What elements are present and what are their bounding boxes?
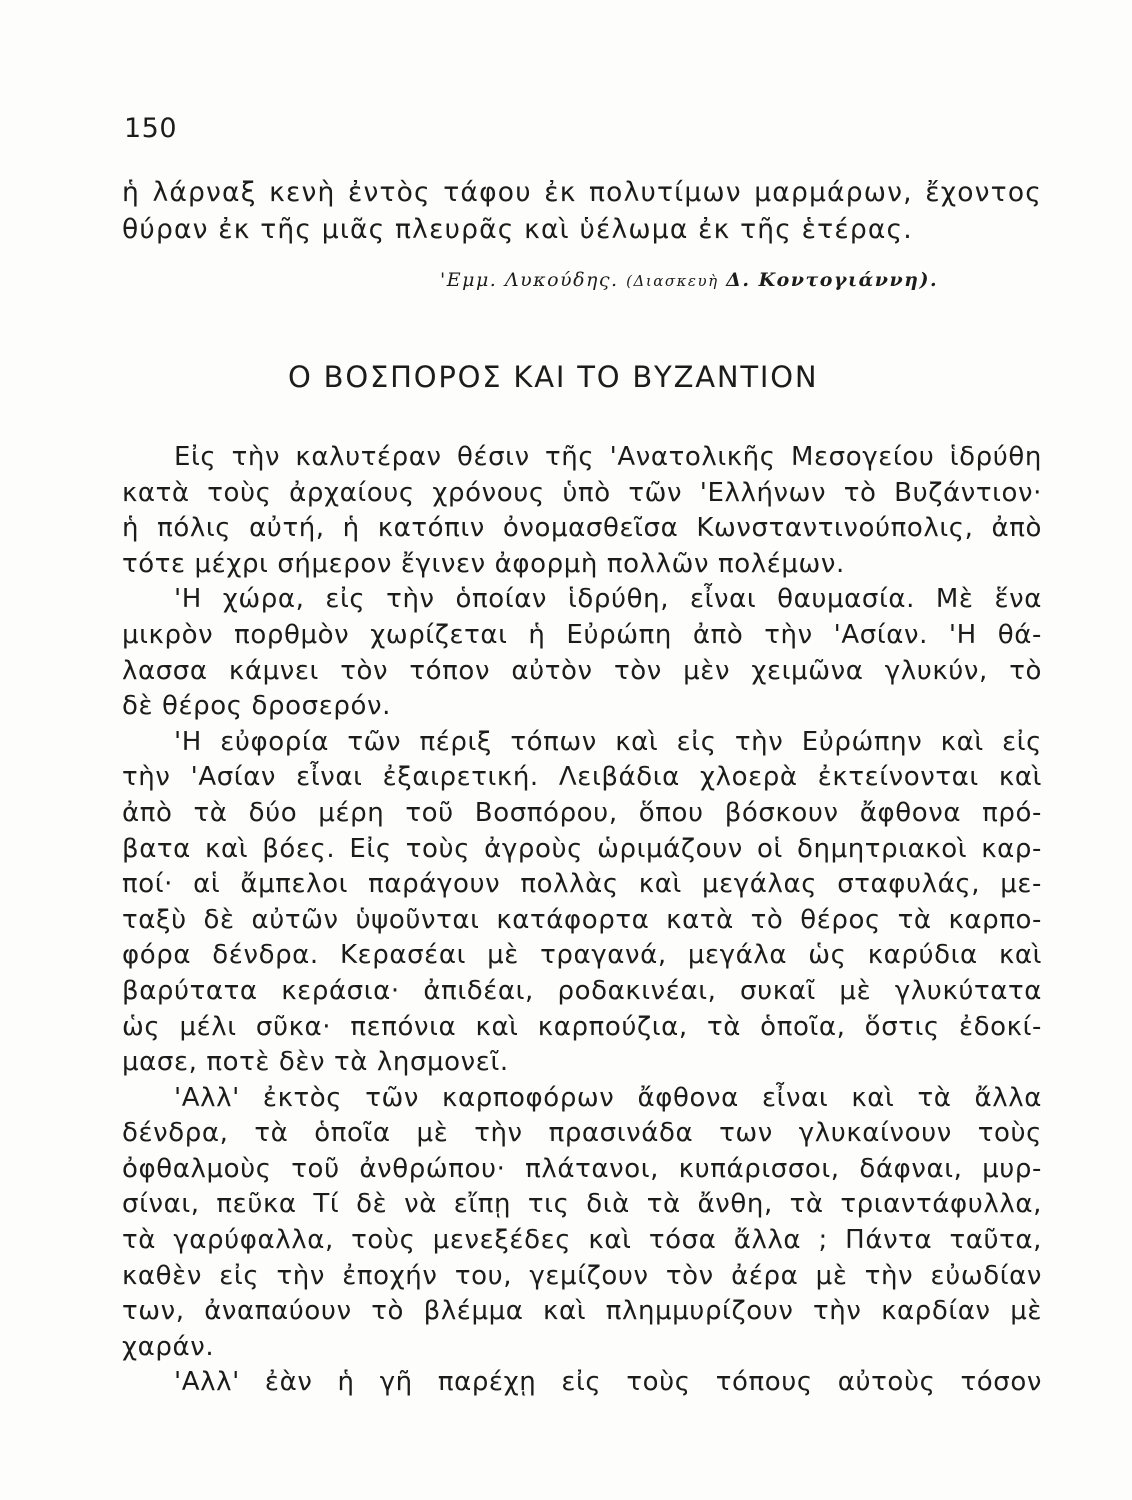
text-line: μικρὸν πορθμὸν χωρίζεται ἡ Εὐρώπη ἀπὸ τὴν 'Ασίαν. 'Η θά- xyxy=(122,619,1042,650)
text-line: λασσα κάμνει τὸν τόπον αὐτὸν τὸν μὲν χειμῶνα γλυκύν, τὸ xyxy=(122,655,1042,686)
text-line: ἀπὸ τὰ δύο μέρη τοῦ Βοσπόρου, ὅπου βόσκουν ἄφθονα πρό- xyxy=(122,797,1042,828)
section-heading: Ο ΒΟΣΠΟΡΟΣ ΚΑΙ ΤΟ ΒΥΖΑΝΤΙΟΝ xyxy=(288,360,819,394)
attribution xyxy=(440,269,938,291)
text-line: δὲ θέρος δροσερόν. xyxy=(122,691,391,722)
page-number: 150 xyxy=(124,113,178,144)
text-line: ὡς μέλι σῦκα· πεπόνια καὶ καρπούζια, τὰ ὁποῖα, ὅστις ἐδοκί- xyxy=(122,1011,1042,1042)
text-line: ποί· αἱ ἄμπελοι παράγουν πολλὰς καὶ μεγάλας σταφυλάς, με- xyxy=(122,869,1042,900)
text-line: τὴν 'Ασίαν εἶναι ἐξαιρετική. Λειβάδια χλοερὰ ἐκτείνονται καὶ xyxy=(122,762,1042,793)
text-line: βαρύτατα κεράσια· ἀπιδέαι, ροδακινέαι, συκαῖ μὲ γλυκύτατα xyxy=(122,975,1042,1006)
text-line: 'Αλλ' ἐκτὸς τῶν καρποφόρων ἄφθονα εἶναι καὶ τὰ ἄλλα xyxy=(174,1082,1042,1113)
body-text xyxy=(122,440,1042,1401)
text-line: κατὰ τοὺς ἀρχαίους χρόνους ὑπὸ τῶν 'Ελλήνων τὸ Βυζάντιον· xyxy=(122,477,1042,508)
text-line: βατα καὶ βόες. Εἰς τοὺς ἀγροὺς ὡριμάζουν οἱ δημητριακοὶ καρ- xyxy=(122,833,1042,864)
text-line: ὀφθαλμοὺς τοῦ ἀνθρώπου· πλάτανοι, κυπάρισσοι, δάφναι, μυρ- xyxy=(122,1153,1042,1184)
attribution-author: 'Εμμ. Λυκούδης. xyxy=(440,269,619,291)
text-line: 'Η χώρα, εἰς τὴν ὁποίαν ἱδρύθη, εἶναι θαυμασία. Μὲ ἕνα xyxy=(174,584,1042,615)
text-line: δένδρα, τὰ ὁποῖα μὲ τὴν πρασινάδα των γλυκαίνουν τοὺς xyxy=(122,1118,1042,1149)
text-line: φόρα δένδρα. Κερασέαι μὲ τραγανά, μεγάλα ὡς καρύδια καὶ xyxy=(122,940,1042,971)
text-line: των, ἀναπαύουν τὸ βλέμμα καὶ πλημμυρίζουν τὴν καρδίαν μὲ xyxy=(122,1296,1042,1327)
text-line: ταξὺ δὲ αὐτῶν ὑψοῦνται κατάφορτα κατὰ τὸ θέρος τὰ καρπο- xyxy=(122,904,1042,935)
text-line: τὰ γαρύφαλλα, τοὺς μενεξέδες καὶ τόσα ἄλλα ; Πάντα ταῦτα, xyxy=(122,1225,1042,1256)
attribution-adapter: Δ. Κοντογιάννη). xyxy=(726,269,939,291)
text-line: τότε μέχρι σήμερον ἔγινεν ἀφορμὴ πολλῶν πολέμων. xyxy=(122,548,845,579)
text-line: σίναι, πεῦκα Τί δὲ νὰ εἴπῃ τις διὰ τὰ ἄνθη, τὰ τριαντάφυλλα, xyxy=(122,1189,1042,1220)
text-line: 'Η εὐφορία τῶν πέριξ τόπων καὶ εἰς τὴν Εὐρώπην καὶ εἰς xyxy=(174,726,1042,757)
text-line: καθὲν εἰς τὴν ἐποχήν του, γεμίζουν τὸν ἀέρα μὲ τὴν εὐωδίαν xyxy=(122,1260,1042,1291)
text-line: ἡ πόλις αὐτή, ἡ κατόπιν ὀνομασθεῖσα Κωνσταντινούπολις, ἀπὸ xyxy=(122,513,1042,544)
text-line: Εἰς τὴν καλυτέραν θέσιν τῆς 'Ανατολικῆς Μεσογείου ἱδρύθη xyxy=(174,442,1042,472)
text-line: ἡ λάρναξ κενὴ ἐντὸς τάφου ἐκ πολυτίμων μαρμάρων, ἔχοντος xyxy=(122,177,1042,208)
attribution-adaptation: (Διασκευὴ xyxy=(626,272,719,290)
text-line: χαράν. xyxy=(122,1331,215,1362)
text-line: 'Αλλ' ἐὰν ἡ γῆ παρέχῃ εἰς τοὺς τόπους αὐτοὺς τόσον xyxy=(174,1367,1042,1398)
text-line: μασε, ποτὲ δὲν τὰ λησμονεῖ. xyxy=(122,1047,509,1078)
intro-passage xyxy=(122,174,1042,248)
text-line: θύραν ἐκ τῆς μιᾶς πλευρᾶς καὶ ὑέλωμα ἐκ τῆς ἑτέρας. xyxy=(122,214,913,245)
